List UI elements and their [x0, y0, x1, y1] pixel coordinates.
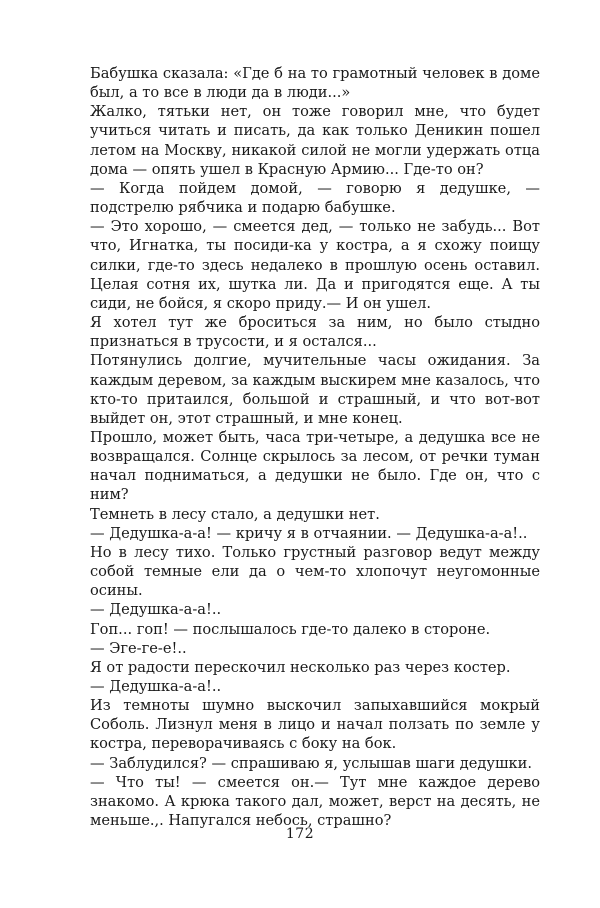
paragraph: — Что ты! — смеется он.— Тут мне каждое дерево знакомо. А крюка такого дал, может, верст на десять, не меньше.,. Напугался небось, страшно? — [90, 773, 540, 830]
page-number: 172 — [285, 826, 315, 842]
paragraph: — Это хорошо, — смеется дед, — только не забудь... Вот что, Игнатка, ты посиди-ка у костра, а я схожу поищу силки, где-то здесь недалеко в прошлую осень оставил. Целая сотня их, шутка ли. Да и пригодятся еще. А ты сиди, не бойся, я скоро приду.— И он ушел. — [90, 218, 540, 312]
paragraph: Жалко, тятьки нет, он тоже говорил мне, что будет учиться читать и писать, да как только Деникин пошел летом на Москву, никакой силой не могли удержать отца дома — опять ушел в Красную Армию... Где-то он? — [90, 103, 540, 178]
paragraph: Потянулись долгие, мучительные часы ожидания. За каждым деревом, за каждым выскирем мне казалось, что кто-то притаился, большой и страшный, и что вот-вот выйдет он, этот страшный, и мне конец. — [90, 352, 540, 427]
paragraph: Темнеть в лесу стало, а дедушки нет. — [90, 505, 380, 523]
paragraph: — Когда пойдем домой, — говорю я дедушке, — подстрелю рябчика и подарю бабушке. — [90, 179, 540, 217]
paragraph: Гоп... гоп! — послышалось где-то далеко в стороне. — [90, 620, 491, 638]
paragraph: — Заблудился? — спрашиваю я, услышав шаги дедушки. — [90, 754, 533, 772]
paragraph: — Дедушка-а-а!.. — [90, 601, 222, 619]
paragraph: — Дедушка-а-а! — кричу я в отчаянии. — Дедушка-а-а!.. — [90, 524, 528, 542]
paragraph: Но в лесу тихо. Только грустный разговор ведут между собой темные ели да о чем-то хлопочут неугомонные осины. — [90, 543, 540, 600]
paragraph: — Эге-ге-е!.. — [90, 639, 187, 657]
body-text — [90, 64, 540, 830]
paragraph: Я от радости перескочил несколько раз через костер. — [90, 658, 511, 676]
paragraph: Прошло, может быть, часа три-четыре, а дедушка все не возвращался. Солнце скрылось за лесом, от речки туман начал подниматься, а дедушки не было. Где он, что с ним? — [90, 428, 540, 504]
paragraph: — Дедушка-а-а!.. — [90, 678, 222, 695]
paragraph: Из темноты шумно выскочил запыхавшийся мокрый Соболь. Лизнул меня в лицо и начал ползать по земле у костра, переворачиваясь с боку на бок. — [90, 697, 540, 753]
paragraph: Я хотел тут же броситься за ним, но было стыдно признаться в трусости, и я остался... — [90, 314, 540, 351]
paragraph: Бабушка сказала: «Где б на то грамотный человек в доме был, а то все в люди да в люди...» — [90, 65, 540, 102]
